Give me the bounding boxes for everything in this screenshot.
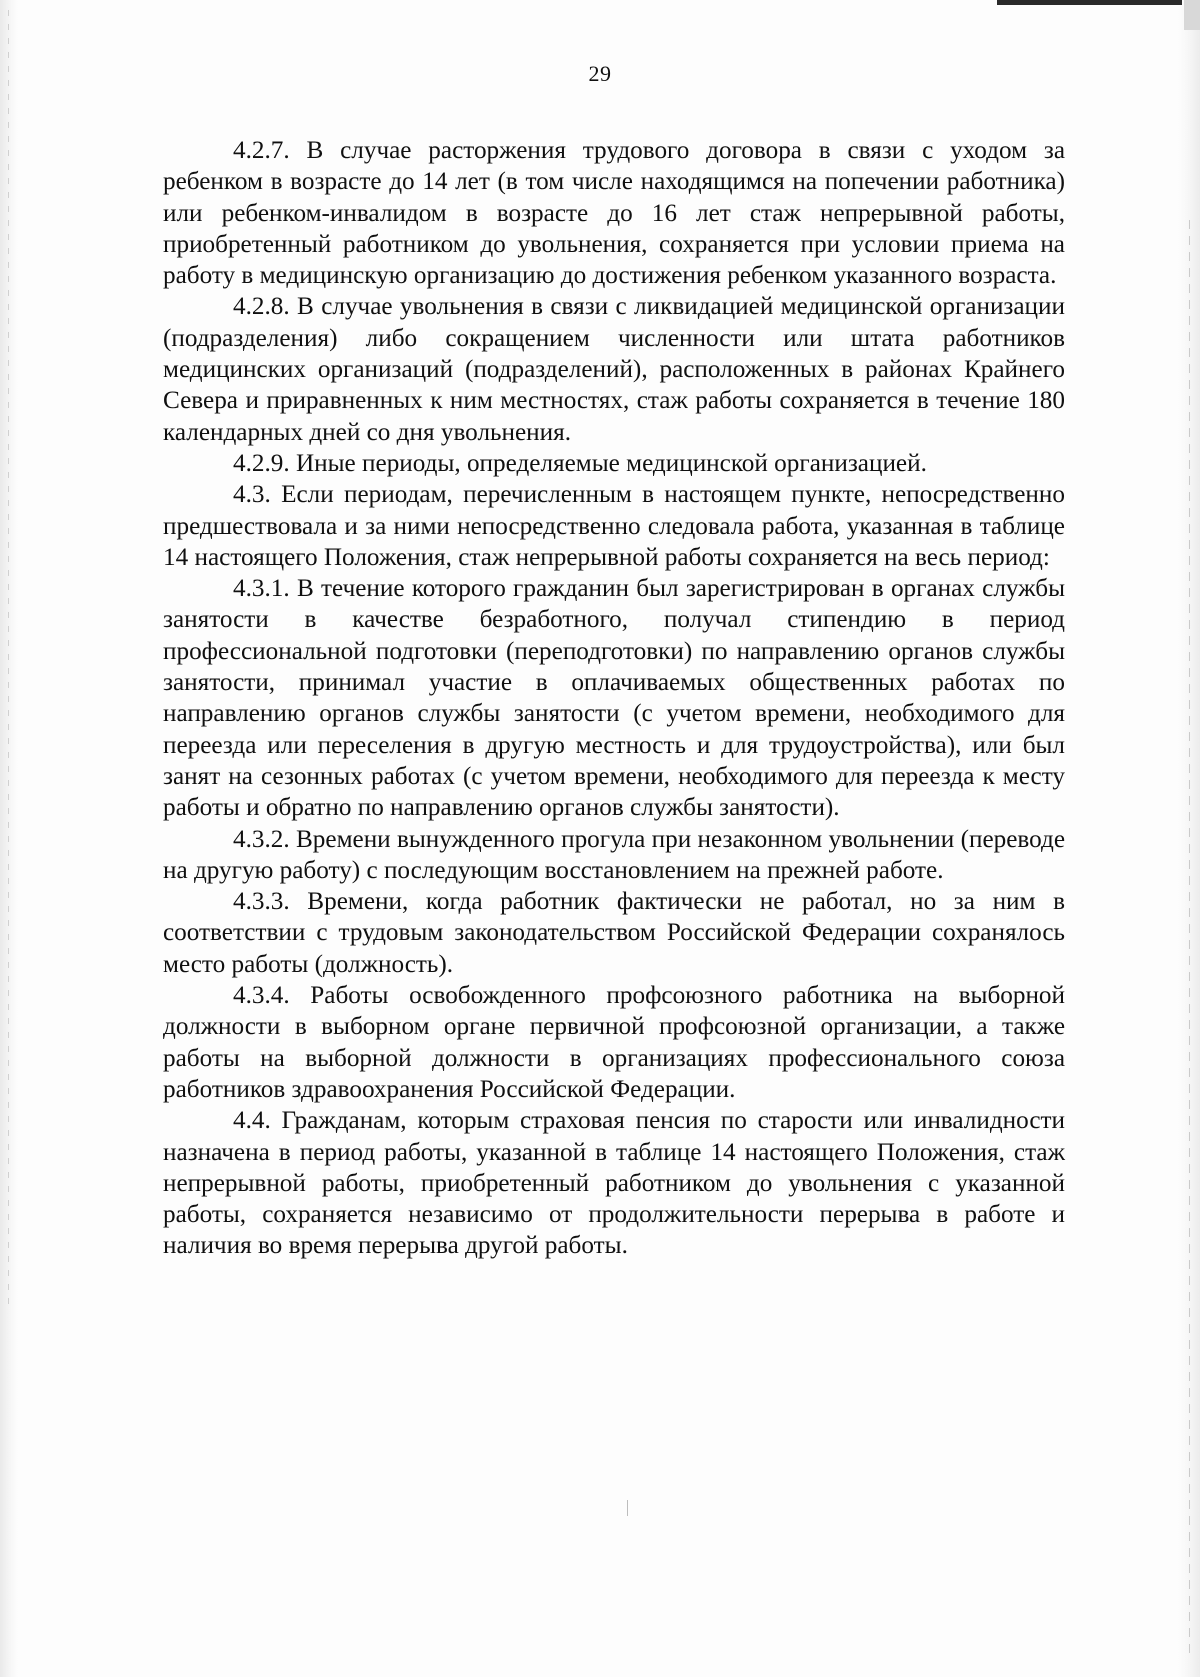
paragraph-4-2-9: 4.2.9. Иные периоды, определяемые медицинской организацией. (233, 449, 927, 477)
scan-stray-mark (627, 1500, 628, 1516)
paragraph-4-2-7: 4.2.7. В случае расторжения трудового договора в связи с уходом за ребенком в возрасте до 14 лет (в том числе находящимся на попечении работника) или ребенком-инвалидом в возрасте до 16 лет стаж непрерывной работы, приобретенный работником до увольнения, сохраняется при условии приема на работу в медицинскую организацию до достижения ребенком указанного возраста. (163, 137, 1065, 290)
paragraph-4-3-1: 4.3.1. В течение которого гражданин был зарегистрирован в органах службы занятости в качестве безработного, получал стипендию в период профессиональной подготовки (переподготовки) по направлению органов службы занятости, принимал участие в оплачиваемых общественных работах по направлению органов службы занятости (с учетом времени, необходимого для переезда или переселения в другую местность и для трудоустройства), или был занят на сезонных работах (с учетом времени, необходимого для переезда к месту работы и обратно по направлению органов службы занятости). (163, 575, 1065, 822)
scan-edge-right (1178, 0, 1200, 1677)
paragraph-4-2-8: 4.2.8. В случае увольнения в связи с ликвидацией медицинской организации (подразделения) либо сокращением численности или штата работников медицинских организаций (подразделений), расположенных в районах Крайнего Севера и приравненных к ним местностях, стаж работы сохраняется в течение 180 календарных дней со дня увольнения. (163, 293, 1065, 446)
page-number: 29 (588, 61, 612, 86)
paragraph-4-4: 4.4. Гражданам, которым страховая пенсия по старости или инвалидности назначена в период работы, указанной в таблице 14 настоящего Положения, стаж непрерывной работы, приобретенный работником до увольнения с указанной работы, сохраняется независимо от продолжительности перерыва в работе и наличия во время перерыва другой работы. (163, 1107, 1065, 1260)
scan-top-line (997, 0, 1182, 5)
paragraph-4-3-3: 4.3.3. Времени, когда работник фактически не работал, но за ним в соответствии с трудовым законодательством Российской Федерации сохранялось место работы (должность). (163, 888, 1065, 978)
scan-corner-mark (1184, 0, 1200, 30)
document-body (163, 135, 1065, 1262)
paragraph-4-3: 4.3. Если периодам, перечисленным в настоящем пункте, непосредственно предшествовала и за ними непосредственно следовала работа, указанная в таблице 14 настоящего Положения, стаж непрерывной работы сохраняется на весь период: (163, 481, 1065, 571)
scan-edge-left (0, 0, 18, 1677)
paragraph-4-3-2: 4.3.2. Времени вынужденного прогула при незаконном увольнении (переводе на другую работу) с последующим восстановлением на прежней работе. (163, 825, 1065, 884)
paragraph-4-3-4: 4.3.4. Работы освобожденного профсоюзного работника на выборной должности в выборном органе первичной профсоюзной организации, а также работы на выборной должности в организациях профессионального союза работников здравоохранения Российской Федерации. (163, 982, 1065, 1103)
